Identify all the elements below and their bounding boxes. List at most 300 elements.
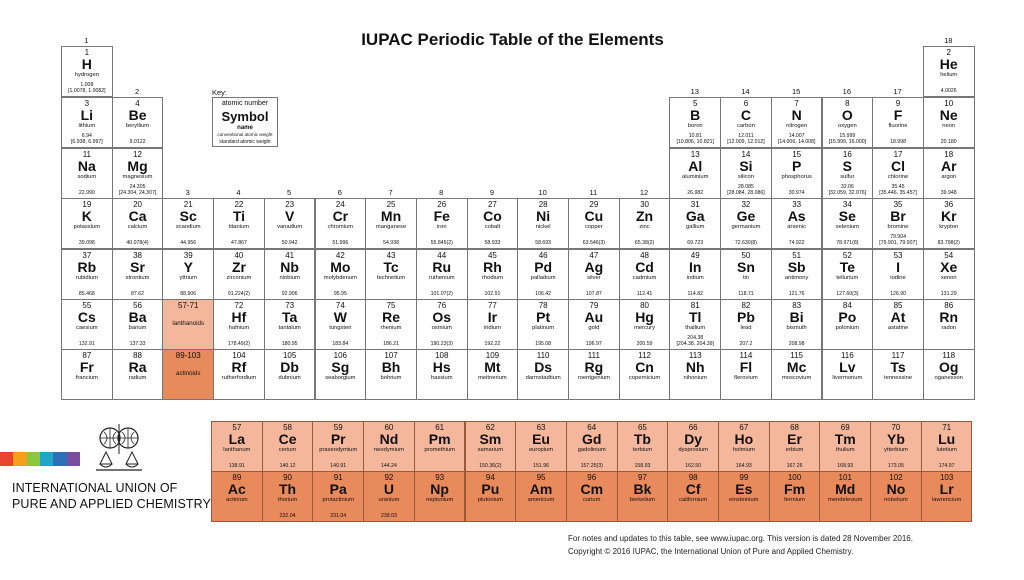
atomic-weight: 35.45 [35.446, 35.457] bbox=[879, 184, 917, 197]
element-name: fluorine bbox=[888, 123, 908, 129]
atomic-number: 45 bbox=[487, 251, 497, 260]
element-cell-ho bbox=[718, 421, 770, 472]
element-name: scandium bbox=[175, 224, 201, 230]
element-symbol: Nb bbox=[280, 259, 299, 275]
element-cell-ts bbox=[872, 349, 924, 400]
element-cell-lu bbox=[921, 421, 973, 472]
atomic-number: 109 bbox=[485, 351, 500, 360]
atomic-weight: 30.974 bbox=[788, 190, 805, 197]
element-cell-nh bbox=[669, 349, 721, 400]
atomic-weight: 9.0122 bbox=[129, 139, 146, 146]
element-cell-tl bbox=[669, 299, 721, 350]
element-name: iodine bbox=[890, 275, 906, 281]
element-name: magnesium bbox=[122, 174, 153, 180]
element-name: arsenic bbox=[787, 224, 806, 230]
element-name: selenium bbox=[835, 224, 859, 230]
atomic-weight: 55.845(2) bbox=[430, 240, 453, 247]
atomic-number: 116 bbox=[840, 351, 854, 360]
group-number-14: 14 bbox=[741, 87, 750, 96]
atomic-weight: 12.011 [12.009, 12.012] bbox=[727, 133, 765, 146]
atomic-number: 12 bbox=[133, 150, 142, 159]
element-symbol: Ru bbox=[432, 259, 452, 275]
group-number-16: 16 bbox=[842, 87, 852, 96]
atomic-number: 3 bbox=[84, 99, 90, 108]
element-cell-li bbox=[61, 97, 113, 148]
group-number-9: 9 bbox=[489, 188, 495, 197]
element-name: roentgenium bbox=[577, 375, 610, 381]
group-number-12: 12 bbox=[639, 188, 649, 197]
atomic-weight: 195.08 bbox=[535, 341, 552, 348]
element-name: terbium bbox=[632, 447, 653, 453]
element-symbol: Al bbox=[688, 158, 703, 174]
atomic-weight: 167.26 bbox=[786, 463, 803, 470]
element-symbol: Rh bbox=[483, 259, 502, 275]
atomic-weight: 132.91 bbox=[78, 341, 95, 348]
atomic-weight: 180.95 bbox=[281, 341, 298, 348]
element-symbol: Rb bbox=[77, 259, 97, 275]
element-cell-cr bbox=[315, 198, 367, 249]
element-name: calcium bbox=[127, 224, 148, 230]
element-name: oxygen bbox=[837, 123, 857, 129]
element-cell-mo bbox=[315, 249, 367, 300]
element-cell-ti bbox=[213, 198, 265, 249]
element-name: actinium bbox=[226, 497, 248, 503]
element-cell-ag bbox=[568, 249, 620, 300]
element-symbol: Na bbox=[77, 158, 96, 174]
element-name: rutherfordium bbox=[221, 375, 257, 381]
element-name: zinc bbox=[639, 224, 650, 230]
placeholder-range: 57-71 bbox=[178, 301, 199, 310]
element-cell-u bbox=[363, 471, 415, 522]
atomic-weight: 10.81 [10.806, 10.821] bbox=[676, 133, 714, 146]
element-name: mercury bbox=[634, 325, 655, 331]
element-name: sulfur bbox=[840, 174, 855, 180]
element-name: barium bbox=[128, 325, 147, 331]
element-cell-rf bbox=[213, 349, 265, 400]
element-name: chromium bbox=[327, 224, 354, 230]
atomic-number: 52 bbox=[842, 251, 852, 260]
atomic-number: 89 bbox=[232, 473, 242, 482]
atomic-number: 44 bbox=[437, 251, 447, 260]
element-cell-ta bbox=[264, 299, 316, 350]
atomic-number: 28 bbox=[538, 200, 548, 209]
element-name: thallium bbox=[685, 325, 706, 331]
atomic-number: 69 bbox=[840, 423, 850, 432]
element-name: neptunium bbox=[426, 497, 454, 503]
atomic-number: 4 bbox=[135, 99, 140, 108]
atomic-weight: 232.04 bbox=[279, 513, 296, 520]
atomic-number: 72 bbox=[234, 301, 244, 310]
element-name: moscovium bbox=[781, 375, 812, 381]
element-symbol: No bbox=[886, 481, 906, 497]
element-name: antimony bbox=[784, 275, 809, 281]
footer-line2: Copyright © 2016 IUPAC, the International Union of Pure and Applied Chemistry. bbox=[568, 547, 854, 556]
element-symbol: Lv bbox=[839, 359, 856, 375]
element-name: palladium bbox=[530, 275, 556, 281]
element-symbol: Fr bbox=[79, 359, 94, 375]
element-symbol: Sc bbox=[179, 208, 197, 224]
atomic-number: 101 bbox=[838, 473, 852, 482]
element-symbol: Tb bbox=[633, 431, 651, 447]
element-symbol: Si bbox=[739, 158, 753, 174]
element-name: lutetium bbox=[936, 447, 957, 453]
atomic-number: 31 bbox=[690, 200, 700, 209]
atomic-weight: 69.723 bbox=[687, 240, 704, 247]
element-symbol: In bbox=[689, 259, 702, 275]
key-label: Key: bbox=[212, 88, 228, 97]
element-name: samarium bbox=[477, 447, 504, 453]
element-symbol: Mg bbox=[127, 158, 148, 174]
atomic-number: 82 bbox=[741, 301, 751, 310]
element-symbol: Fl bbox=[739, 359, 753, 375]
group-number-2: 2 bbox=[134, 87, 140, 96]
element-cell-cn bbox=[619, 349, 671, 400]
element-name: rhodium bbox=[481, 275, 503, 281]
element-name: aluminium bbox=[682, 174, 709, 180]
element-cell-pb bbox=[720, 299, 772, 350]
element-name: fermium bbox=[784, 497, 805, 503]
element-symbol: Re bbox=[382, 309, 400, 325]
atomic-number: 86 bbox=[944, 301, 954, 310]
stripe-segment bbox=[40, 452, 53, 466]
element-symbol: Mo bbox=[330, 259, 351, 275]
atomic-weight: 14.007 [14.006, 14.008] bbox=[777, 133, 816, 146]
atomic-weight: 173.05 bbox=[888, 463, 904, 470]
element-cell-c bbox=[720, 97, 772, 148]
element-name: mendelevium bbox=[827, 497, 863, 503]
element-symbol: Cr bbox=[332, 208, 349, 224]
element-cell-hg bbox=[619, 299, 671, 350]
atomic-weight: 102.91 bbox=[484, 291, 501, 298]
atomic-number: 5 bbox=[693, 99, 698, 108]
element-cell-ar bbox=[923, 148, 975, 199]
element-cell-al bbox=[669, 148, 721, 199]
element-symbol: P bbox=[791, 158, 802, 174]
element-cell-se bbox=[822, 198, 874, 249]
atomic-weight: 63.546(3) bbox=[582, 240, 605, 247]
element-symbol: Lr bbox=[939, 481, 954, 497]
element-symbol: Ge bbox=[736, 208, 756, 224]
atomic-number: 70 bbox=[891, 423, 901, 432]
element-cell-w bbox=[315, 299, 367, 350]
element-symbol: Cd bbox=[635, 259, 654, 275]
element-name: praseodymium bbox=[319, 447, 358, 453]
element-name: boron bbox=[687, 123, 703, 129]
atomic-weight: 24.305 [24.304, 24.307] bbox=[118, 184, 157, 197]
element-cell-eu bbox=[515, 421, 567, 472]
element-symbol: F bbox=[893, 107, 903, 123]
element-symbol: Ce bbox=[278, 431, 297, 447]
element-symbol: Ga bbox=[685, 208, 705, 224]
atomic-number: 85 bbox=[893, 301, 903, 310]
element-symbol: Pb bbox=[736, 309, 755, 325]
atomic-number: 76 bbox=[437, 301, 447, 310]
element-cell-sm bbox=[465, 421, 517, 472]
element-symbol: Bk bbox=[633, 481, 652, 497]
atomic-number: 66 bbox=[688, 423, 698, 432]
atomic-number: 23 bbox=[285, 200, 295, 209]
element-cell-mn bbox=[365, 198, 417, 249]
atomic-number: 18 bbox=[944, 150, 954, 159]
element-cell-og bbox=[923, 349, 975, 400]
element-cell-o bbox=[822, 97, 874, 148]
atomic-weight: 44.956 bbox=[180, 240, 197, 247]
element-name: beryllium bbox=[125, 123, 150, 129]
page-title: IUPAC Periodic Table of the Elements bbox=[361, 30, 664, 49]
element-cell-cf bbox=[667, 471, 719, 522]
element-cell-fm bbox=[769, 471, 821, 522]
element-name: nickel bbox=[535, 224, 551, 230]
element-symbol: Bh bbox=[381, 359, 401, 375]
element-symbol: B bbox=[690, 107, 701, 123]
element-name: tellurium bbox=[836, 275, 859, 281]
atomic-number: 105 bbox=[282, 351, 297, 360]
element-symbol: La bbox=[228, 431, 246, 447]
element-symbol: Bi bbox=[789, 309, 804, 325]
atomic-number: 74 bbox=[335, 301, 345, 310]
element-cell-te bbox=[822, 249, 874, 300]
element-name: tungsten bbox=[329, 325, 352, 331]
element-symbol: U bbox=[383, 481, 394, 497]
element-name: americium bbox=[527, 497, 555, 503]
element-name: nobelium bbox=[884, 497, 908, 503]
element-cell-zr bbox=[213, 249, 265, 300]
atomic-number: 80 bbox=[640, 301, 649, 310]
element-symbol: Ds bbox=[534, 359, 553, 375]
element-name: neon bbox=[942, 123, 956, 129]
element-cell-au bbox=[568, 299, 620, 350]
placeholder-range: 89-103 bbox=[175, 351, 201, 360]
element-name: polonium bbox=[835, 325, 860, 331]
element-symbol: V bbox=[284, 208, 295, 224]
atomic-weight: 144.24 bbox=[381, 463, 397, 470]
element-symbol: Tl bbox=[689, 309, 702, 325]
element-cell-b bbox=[669, 97, 721, 148]
element-name: rubidium bbox=[75, 275, 98, 281]
element-cell-ni bbox=[517, 198, 569, 249]
atomic-weight: 178.49(2) bbox=[227, 341, 251, 348]
element-cell-cu bbox=[568, 198, 620, 249]
atomic-number: 13 bbox=[690, 150, 700, 159]
element-symbol: Mc bbox=[786, 359, 807, 375]
element-name: protactinium bbox=[322, 497, 355, 503]
element-cell-sc bbox=[162, 198, 214, 249]
element-symbol: Sn bbox=[736, 259, 755, 275]
atomic-weight: 1.008 [1.0078, 1.0082] bbox=[68, 82, 106, 95]
element-cell-lv bbox=[822, 349, 874, 400]
element-cell-no bbox=[870, 471, 922, 522]
atomic-weight: 85.468 bbox=[78, 291, 95, 298]
atomic-weight: 101.07(2) bbox=[430, 291, 453, 298]
atomic-number: 36 bbox=[944, 200, 954, 209]
element-name: uranium bbox=[378, 497, 400, 503]
org-name bbox=[12, 480, 211, 512]
atomic-number: 63 bbox=[536, 423, 546, 432]
stripe-segment bbox=[0, 452, 13, 466]
element-symbol: Zr bbox=[231, 259, 246, 275]
element-name: astatine bbox=[887, 325, 909, 331]
element-cell-xe bbox=[923, 249, 975, 300]
element-name: lawrencium bbox=[931, 497, 962, 503]
element-symbol: Th bbox=[278, 481, 297, 497]
atomic-number: 56 bbox=[133, 301, 142, 310]
atomic-number: 58 bbox=[283, 423, 292, 432]
element-symbol: Am bbox=[529, 481, 553, 497]
element-cell-fl bbox=[720, 349, 772, 400]
atomic-number: 103 bbox=[939, 473, 954, 482]
placeholder-label: actinoids bbox=[176, 370, 201, 377]
atomic-number: 95 bbox=[536, 473, 546, 482]
element-name: potassium bbox=[73, 224, 101, 230]
element-symbol: Cm bbox=[580, 481, 604, 497]
element-cell-er bbox=[769, 421, 821, 472]
element-symbol: Tc bbox=[383, 259, 399, 275]
element-name: thorium bbox=[277, 497, 298, 503]
atomic-weight: 137.33 bbox=[129, 341, 146, 348]
atomic-number: 114 bbox=[739, 351, 753, 360]
atomic-weight: 238.03 bbox=[381, 513, 397, 520]
element-cell-at bbox=[872, 299, 924, 350]
element-name: carbon bbox=[737, 123, 755, 129]
group-number-5: 5 bbox=[287, 188, 292, 197]
element-name: europium bbox=[528, 447, 554, 453]
element-symbol: Au bbox=[584, 309, 604, 325]
element-symbol: Xe bbox=[940, 259, 958, 275]
atomic-weight: 79.904 [79.901, 79.907] bbox=[879, 234, 917, 247]
element-cell-dy bbox=[667, 421, 719, 472]
element-cell-th bbox=[262, 471, 314, 522]
atomic-number: 50 bbox=[741, 251, 751, 260]
atomic-number: 27 bbox=[487, 200, 497, 209]
element-cell-pa bbox=[312, 471, 364, 522]
element-name: lithium bbox=[78, 123, 96, 129]
element-cell-ce bbox=[262, 421, 314, 472]
element-cell-lr bbox=[921, 471, 973, 522]
atomic-number: 1 bbox=[84, 48, 90, 57]
element-symbol: Ta bbox=[281, 309, 298, 325]
element-cell-pu bbox=[465, 471, 517, 522]
atomic-weight: 78.971(8) bbox=[836, 240, 859, 247]
atomic-number: 78 bbox=[538, 301, 548, 310]
atomic-weight: 157.25(3) bbox=[580, 463, 603, 470]
atomic-weight: 118.71 bbox=[738, 291, 754, 298]
element-symbol: At bbox=[890, 309, 906, 325]
atomic-weight: 196.97 bbox=[585, 341, 602, 348]
element-cell-cd bbox=[619, 249, 671, 300]
element-name: strontium bbox=[125, 275, 150, 281]
element-cell-sr bbox=[112, 249, 164, 300]
element-cell-nb bbox=[264, 249, 316, 300]
element-name: ytterbium bbox=[884, 447, 908, 453]
key-cell bbox=[212, 97, 278, 147]
element-name: tennessine bbox=[884, 375, 913, 381]
element-name: curium bbox=[583, 497, 601, 503]
element-cell-yb bbox=[870, 421, 922, 472]
element-symbol: Kr bbox=[940, 208, 957, 224]
atomic-weight: 200.59 bbox=[636, 341, 653, 348]
element-name: berkelium bbox=[629, 497, 655, 503]
atomic-weight: 140.91 bbox=[330, 463, 347, 470]
element-name: lanthanum bbox=[223, 447, 251, 453]
element-cell-cl bbox=[872, 148, 924, 199]
element-name: tin bbox=[742, 275, 749, 281]
atomic-number: 71 bbox=[942, 423, 952, 432]
element-symbol: Db bbox=[280, 359, 299, 375]
atomic-number: 54 bbox=[944, 251, 954, 260]
element-cell-ru bbox=[416, 249, 468, 300]
atomic-number: 64 bbox=[587, 423, 597, 432]
element-cell-ca bbox=[112, 198, 164, 249]
element-symbol: Be bbox=[128, 107, 147, 123]
element-name: gadolinium bbox=[577, 447, 606, 453]
element-symbol: Ts bbox=[890, 359, 906, 375]
element-name: caesium bbox=[76, 325, 98, 331]
atomic-number: 61 bbox=[435, 423, 445, 432]
element-symbol: Pd bbox=[534, 259, 553, 275]
element-name: cerium bbox=[278, 447, 297, 453]
atomic-number: 33 bbox=[792, 200, 802, 209]
element-symbol: Cs bbox=[77, 309, 96, 325]
atomic-number: 112 bbox=[638, 351, 651, 360]
element-name: zirconium bbox=[226, 275, 252, 281]
element-name: darmstadtium bbox=[525, 375, 561, 381]
group-number-4: 4 bbox=[236, 188, 241, 197]
atomic-weight: 47.867 bbox=[231, 240, 247, 247]
atomic-number: 83 bbox=[792, 301, 802, 310]
element-cell-be bbox=[112, 97, 164, 148]
element-symbol: H bbox=[81, 56, 92, 72]
key-standard-weight: standard atomic weight bbox=[219, 139, 271, 145]
atomic-weight: 92.906 bbox=[281, 291, 298, 298]
atomic-weight: 72.630(8) bbox=[734, 240, 758, 247]
element-cell-la bbox=[211, 421, 263, 472]
atomic-weight: 58.693 bbox=[535, 240, 552, 247]
footer-line1: For notes and updates to this table, see www.iupac.org. This version is dated 28 November 2016. bbox=[568, 534, 913, 543]
group-number-7: 7 bbox=[388, 188, 393, 197]
element-name: francium bbox=[75, 375, 98, 381]
element-cell-y bbox=[162, 249, 214, 300]
atomic-number: 57 bbox=[232, 423, 242, 432]
atomic-number: 106 bbox=[333, 351, 348, 360]
element-name: gold bbox=[588, 325, 600, 331]
element-name: flerovium bbox=[734, 375, 758, 381]
element-cell-i bbox=[872, 249, 924, 300]
element-symbol: Pt bbox=[536, 309, 551, 325]
element-symbol: Cu bbox=[584, 208, 604, 224]
element-name: iridium bbox=[483, 325, 501, 331]
element-symbol: Mn bbox=[380, 208, 402, 224]
atomic-weight: 131.29 bbox=[940, 291, 957, 298]
element-symbol: Hs bbox=[432, 359, 451, 375]
element-symbol: Cf bbox=[685, 481, 701, 497]
atomic-number: 73 bbox=[285, 301, 295, 310]
atomic-number: 53 bbox=[893, 251, 903, 260]
atomic-weight: 87.62 bbox=[131, 291, 145, 298]
atomic-number: 88 bbox=[133, 351, 142, 360]
element-name: yttrium bbox=[179, 275, 197, 281]
atomic-number: 48 bbox=[640, 251, 649, 260]
element-cell-hs bbox=[416, 349, 468, 400]
element-symbol: Hg bbox=[635, 309, 654, 325]
atomic-number: 118 bbox=[942, 351, 956, 360]
element-cell-rg bbox=[568, 349, 620, 400]
element-symbol: Ir bbox=[487, 309, 498, 325]
element-name: helium bbox=[940, 72, 958, 78]
element-cell-bk bbox=[617, 471, 669, 522]
element-cell-co bbox=[467, 198, 519, 249]
group-number-3: 3 bbox=[185, 188, 190, 197]
atomic-weight: 106.42 bbox=[535, 291, 552, 298]
